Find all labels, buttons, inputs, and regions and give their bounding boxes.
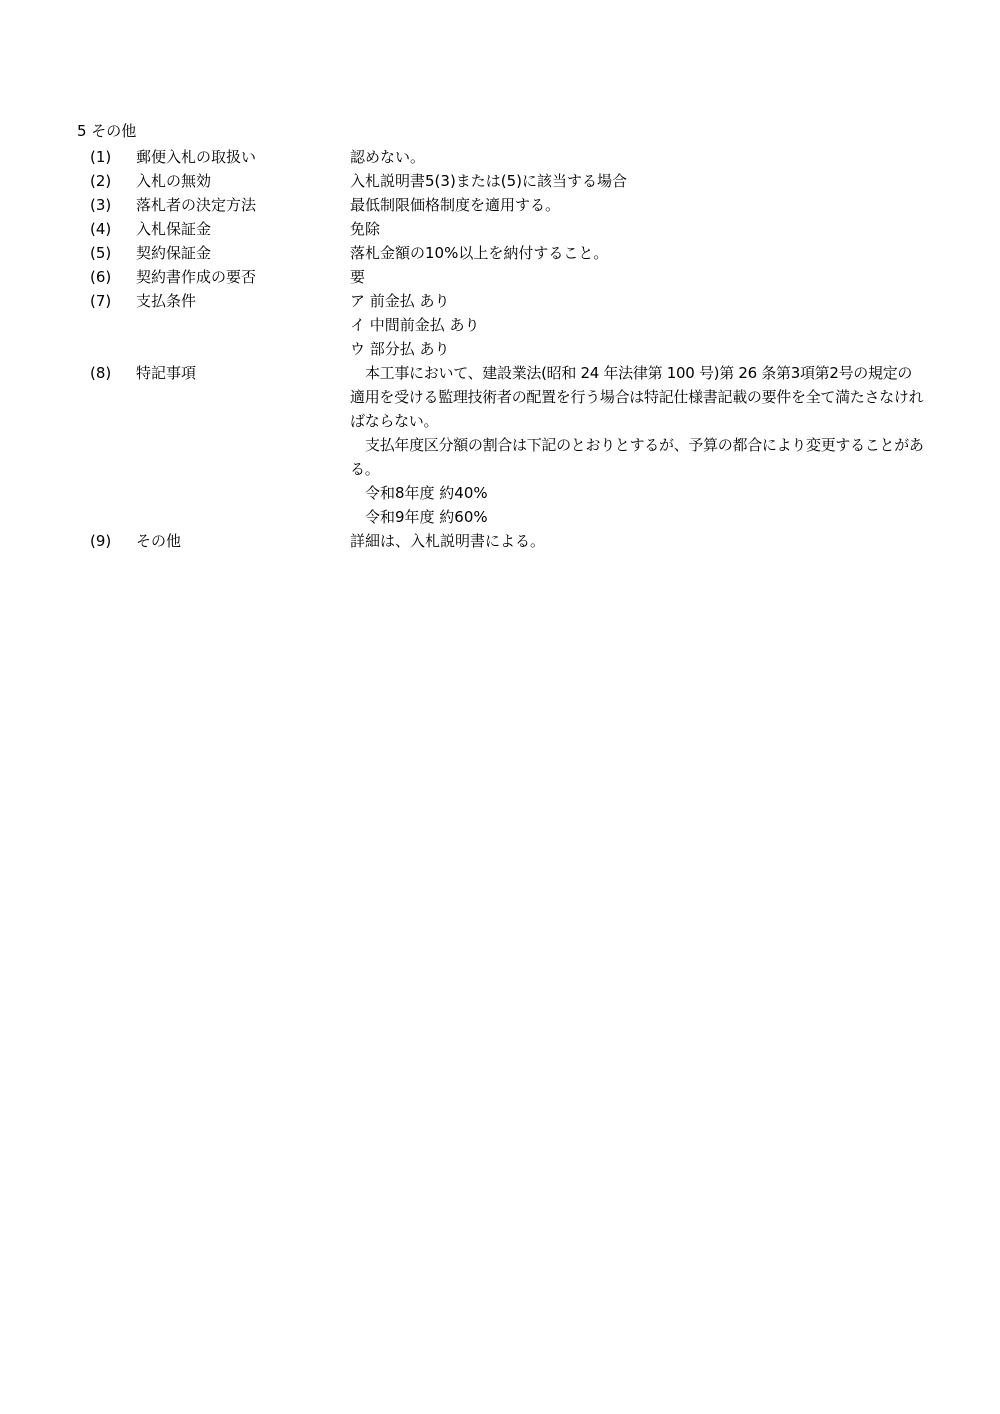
item-label: その他 [136, 532, 182, 550]
payment-term-interim-advance: イ 中間前金払 あり [350, 316, 480, 334]
item-label: 契約保証金 [136, 244, 212, 262]
payment-ratio-fy9: 令和9年度 約60% [365, 508, 488, 526]
item-number: (1) [90, 148, 112, 166]
item-value: 入札説明書5(3)または(5)に該当する場合 [350, 172, 628, 190]
item-value: 落札金額の10%以上を納付すること。 [350, 244, 609, 262]
item-contract-document [0, 265, 1000, 289]
item-number: (5) [90, 244, 112, 262]
item-number: (2) [90, 172, 112, 190]
item-value-container [350, 193, 925, 217]
special-note-paragraph: 本工事において、建設業法(昭和 24 年法律第 100 号)第 26 条第3項第2号の規定の適用を受ける監理技術者の配置を行う場合は特記仕様書記載の要件を全て満たさなければならない。 [350, 364, 924, 430]
item-value-container [350, 241, 925, 265]
item-list [0, 145, 1000, 553]
item-other [0, 529, 1000, 553]
item-value: 要 [350, 268, 366, 286]
item-winner-decision [0, 193, 1000, 217]
item-number: (3) [90, 196, 112, 214]
item-value-container [350, 361, 925, 529]
item-value-container [350, 529, 925, 553]
item-value: 最低制限価格制度を適用する。 [350, 196, 561, 214]
payment-ratio-fy8: 令和8年度 約40% [365, 484, 488, 502]
item-postal-bid [0, 145, 1000, 169]
item-value: 詳細は、入札説明書による。 [350, 532, 546, 550]
item-label: 入札の無効 [136, 172, 212, 190]
item-label: 郵便入札の取扱い [136, 148, 257, 166]
item-number: (8) [90, 364, 112, 382]
item-label: 入札保証金 [136, 220, 212, 238]
item-value-container [350, 217, 925, 241]
item-label: 支払条件 [136, 292, 197, 310]
item-value-container [350, 289, 925, 361]
item-value-container [350, 265, 925, 289]
item-bid-bond [0, 217, 1000, 241]
item-number: (7) [90, 292, 112, 310]
item-value: 認めない。 [350, 148, 426, 166]
item-special-notes [0, 361, 1000, 529]
payment-term-advance: ア 前金払 あり [350, 292, 450, 310]
item-bid-invalidity [0, 169, 1000, 193]
item-label: 特記事項 [136, 364, 197, 382]
item-value-container [350, 169, 925, 193]
item-label: 契約書作成の要否 [136, 268, 257, 286]
item-value: 免除 [350, 220, 381, 238]
item-number: (4) [90, 220, 112, 238]
item-number: (9) [90, 532, 112, 550]
item-number: (6) [90, 268, 112, 286]
section-heading: 5 その他 [77, 122, 137, 140]
item-label: 落札者の決定方法 [136, 196, 257, 214]
item-payment-terms [0, 289, 1000, 361]
item-contract-bond [0, 241, 1000, 265]
payment-term-partial: ウ 部分払 あり [350, 340, 450, 358]
item-value-container [350, 145, 925, 169]
payment-ratio-paragraph: 支払年度区分額の割合は下記のとおりとするが、予算の都合により変更することがある。 [350, 436, 924, 478]
